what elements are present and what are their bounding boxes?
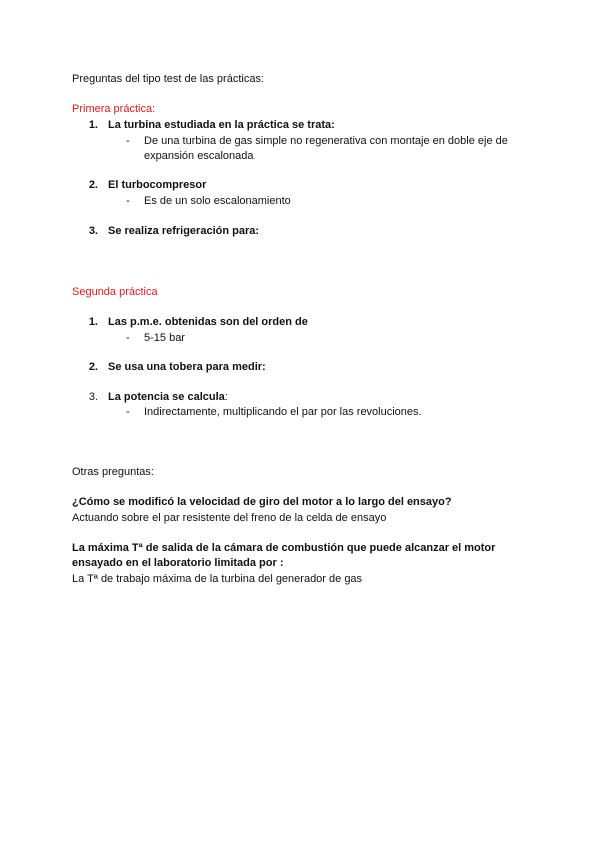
other-answer: La Tª de trabajo máxima de la turbina del generador de gas [72, 573, 363, 585]
question-text: Las p.m.e. obtenidas son del orden de [108, 316, 308, 328]
question-number: 3. [88, 225, 98, 237]
others-title: Otras preguntas: [72, 466, 154, 478]
question-number: 1. [88, 119, 98, 131]
other-question: ¿Cómo se modificó la velocidad de giro del motor a lo largo del ensayo? [72, 496, 452, 508]
answer-text: De una turbina de gas simple no regenerativa con montaje en doble eje de expansión escalonada [144, 135, 508, 162]
question-number: 3. [88, 391, 98, 403]
answer-bullet: - [126, 332, 130, 344]
question-text: La turbina estudiada en la práctica se trata: [108, 119, 335, 131]
intro-text: Preguntas del tipo test de las prácticas: [72, 73, 264, 85]
question-suffix: : [224, 391, 228, 403]
question-number: 2. [88, 179, 98, 191]
question-number: 1. [88, 316, 98, 328]
other-answer: Actuando sobre el par resistente del freno de la celda de ensayo [72, 512, 387, 524]
question-text: El turbocompresor [108, 179, 207, 191]
other-question: La máxima Tª de salida de la cámara de combustión que puede alcanzar el motor ensayado en el laboratorio limitada por : [72, 542, 496, 569]
section-title-primera: Primera práctica: [72, 103, 156, 115]
answer-bullet: - [126, 406, 130, 418]
question-text-line [108, 390, 228, 405]
answer-text: 5-15 bar [144, 332, 185, 344]
section-title-segunda: Segunda práctica [72, 286, 158, 298]
answer-text: Es de un solo escalonamiento [144, 195, 291, 207]
answer-bullet: - [126, 195, 130, 207]
question-text: Se realiza refrigeración para: [108, 225, 260, 237]
question-text: La potencia se calcula [108, 391, 225, 403]
answer-bullet: - [126, 135, 130, 147]
answer-text: Indirectamente, multiplicando el par por las revoluciones. [144, 406, 422, 418]
question-text: Se usa una tobera para medir: [108, 361, 266, 373]
question-number: 2. [88, 361, 98, 373]
